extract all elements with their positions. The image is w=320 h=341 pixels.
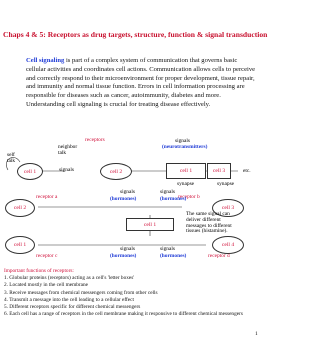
cell-1-lower: cell 1	[5, 236, 35, 254]
neurotransmitters-label: (neurotransmitters)	[162, 144, 208, 150]
list-item: 6. Each cell has a range of receptors in the cell membrane making it responsive to different chemical messengers	[4, 311, 243, 318]
receptors-label: receptors	[85, 137, 105, 143]
hormones-label-2: (hormones)	[160, 196, 187, 202]
same-signal-note: The same signal can deliver different messages to different tissues (histamine).	[186, 211, 232, 235]
hormones-label-4: (hormones)	[160, 253, 187, 259]
hormones-label-1: (hormones)	[110, 196, 137, 202]
synapse-label-1: synapse	[177, 181, 195, 187]
signals-top-label: signals	[175, 138, 190, 144]
cell-2-left: cell 2	[5, 199, 35, 217]
synapse-label-2: synapse	[217, 181, 235, 187]
etc-label: etc.	[243, 168, 251, 174]
cell-1-synapse: cell 1	[166, 163, 206, 179]
signals-hormone-label-3: signals	[120, 246, 135, 252]
cell-1-left: cell 1	[17, 163, 43, 180]
signals-label: signals	[59, 167, 74, 173]
receptor-functions-list	[4, 268, 260, 318]
receptor-b-label: receptor b	[178, 194, 200, 200]
cell-2-top: cell 2	[100, 163, 132, 180]
cell-3-right: cell 3	[212, 199, 244, 217]
cell-1-center: cell 1	[126, 218, 174, 231]
page-number: 1	[255, 331, 258, 337]
receptor-c-label: receptor c	[36, 253, 58, 259]
cell-3-synapse: cell 3	[207, 163, 231, 179]
signals-hormone-label-1: signals	[120, 189, 135, 195]
signals-hormone-label-2: signals	[160, 189, 175, 195]
list-item: 5. Different receptors specific for different chemical messengers	[4, 304, 141, 311]
hormones-label-3: (hormones)	[110, 253, 137, 259]
intro-text: is part of a complex system of communication that governs basic cellular activities and coordinates cell actions. Communication allows cells to perceive and correctly respond to their microenvironment for proper development, tissue repair, and immunity and normal tissue function. Errors in cell information processing are responsible for diseases such as cancer, autoimmunity, diabetes and more. Understanding cell signaling is crucial for treating disease effectively.	[26, 57, 256, 108]
page-title: Chaps 4 & 5: Receptors as drug targets, structure, function & signal transduction	[3, 30, 268, 39]
self-talk-label: self talk	[7, 152, 16, 164]
signals-hormone-label-4: signals	[160, 246, 175, 252]
list-item: 2. Located mostly in the cell membrane	[4, 282, 88, 289]
notes-heading: Important functions of receptors:	[4, 268, 74, 274]
neighbor-label: neighbor talk	[58, 144, 78, 156]
cell-4-right: cell 4	[212, 236, 244, 254]
list-item: 4. Transmit a message into the cell leading to a cellular effect	[4, 296, 134, 303]
list-item: 3. Receive messages from chemical messengers coming from other cells	[4, 289, 158, 296]
receptor-a-label: receptor a	[36, 194, 58, 200]
list-item: 1. Globular proteins (receptors) acting as a cell's 'letter boxes'	[4, 275, 135, 282]
receptor-d-label: receptor d	[208, 253, 230, 259]
intro-term: Cell signaling	[26, 57, 65, 64]
